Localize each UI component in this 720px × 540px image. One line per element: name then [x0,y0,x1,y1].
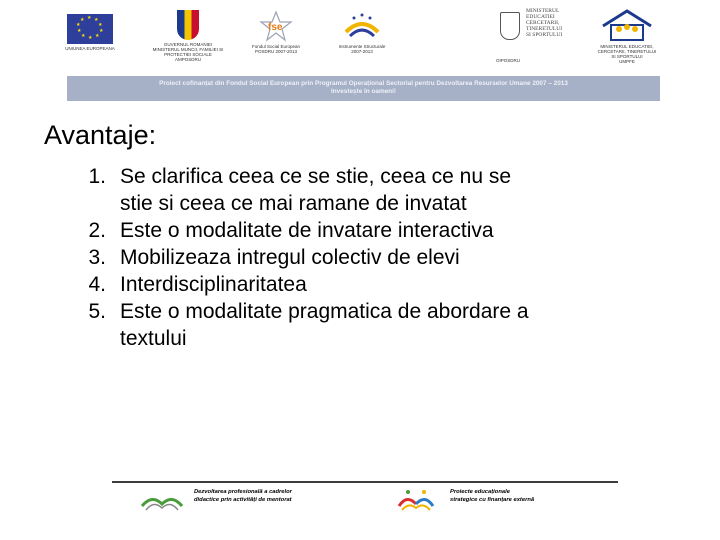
list-item-number: 2. [88,219,106,242]
romania-crest-icon [177,10,199,40]
list-item-text [120,217,664,244]
banner-line-1: Proiect cofinanțat din Fondul Social European prin Programul Operațional Sectorial pentru Dezvoltarea Resurselor Umane 2007 – 2013 [159,80,568,87]
structural-instruments-logo [326,6,398,54]
list-item-text [120,244,664,271]
advantages-list [44,163,664,352]
list-item-line: Este o modalitate pragmatica de abordare a [120,300,529,323]
logo-row [0,6,720,72]
ministry-crest-icon [500,12,520,40]
eu-logo [64,6,116,51]
ministry-house-icon [597,8,657,42]
footer-left-text: Dezvoltarea profesională a cadrelor didactice prin activități de mentorat [194,489,292,503]
list-item-line: stie si ceea ce mai ramane de invatat [120,192,467,215]
cofinancing-banner [67,76,660,101]
structural-instruments-caption: Instrumente Structurale 2007-2013 [338,44,386,54]
list-item-text [120,163,664,217]
ministry-name: MINISTERUL EDUCATIEI CERCETARII, TINERETULUI SI SPORTULUI [526,8,563,38]
banner-line-2: Investește în oameni! [331,88,396,95]
structural-instruments-icon [340,10,384,42]
government-logo [148,6,228,62]
open-book-icon [138,486,186,512]
ministry-house-logo [592,6,662,64]
footer-divider [112,481,618,483]
list-item-text [120,298,664,352]
list-item-number: 4. [88,273,106,296]
fse-logo [238,6,314,54]
eu-flag-icon: ★ ★ ★ ★ ★ ★ ★ ★ ★ ★ [67,14,113,44]
colored-book-icon [396,486,436,512]
list-item [44,271,664,298]
ministry-house-caption: MINISTERUL EDUCATIEI, CERCETARII, TINERETULUI SI SPORTULUI UMPFE [597,44,657,64]
footer-right-text: Proiecte educaționale strategice cu finanțare externă [450,489,535,503]
footer-right [396,486,534,516]
slide-heading: Avantaje: [44,120,157,150]
ministry-caption: OIPOSDRU [496,58,521,63]
footer-left [138,486,292,516]
list-item-line: Mobilizeaza intregul colectiv de elevi [120,246,460,269]
list-item-line: Este o modalitate de invatare interactiva [120,219,494,242]
list-item-number: 5. [88,300,106,323]
list-item-line: textului [120,327,187,350]
svg-text:fse: fse [268,22,283,33]
list-item-number: 1. [88,165,106,188]
list-item-line: Se clarifica ceea ce se stie, ceea ce nu se [120,165,512,188]
list-item [44,244,664,271]
eu-caption: UNIUNEA EUROPEANA [65,46,115,51]
list-item [44,298,664,352]
list-item-line: Interdisciplinaritatea [120,273,307,296]
fse-star-icon [254,10,298,42]
list-item-text [120,271,664,298]
list-item [44,217,664,244]
list-item-number: 3. [88,246,106,269]
list-item [44,163,664,217]
fse-caption: Fondul Social European POSDRU 2007-2013 [251,44,301,54]
government-caption: GUVERNUL ROMANIEI MINISTERUL MUNCII, FAMILIEI SI PROTECTIEI SOCIALE AMPOSDRU [152,42,224,62]
